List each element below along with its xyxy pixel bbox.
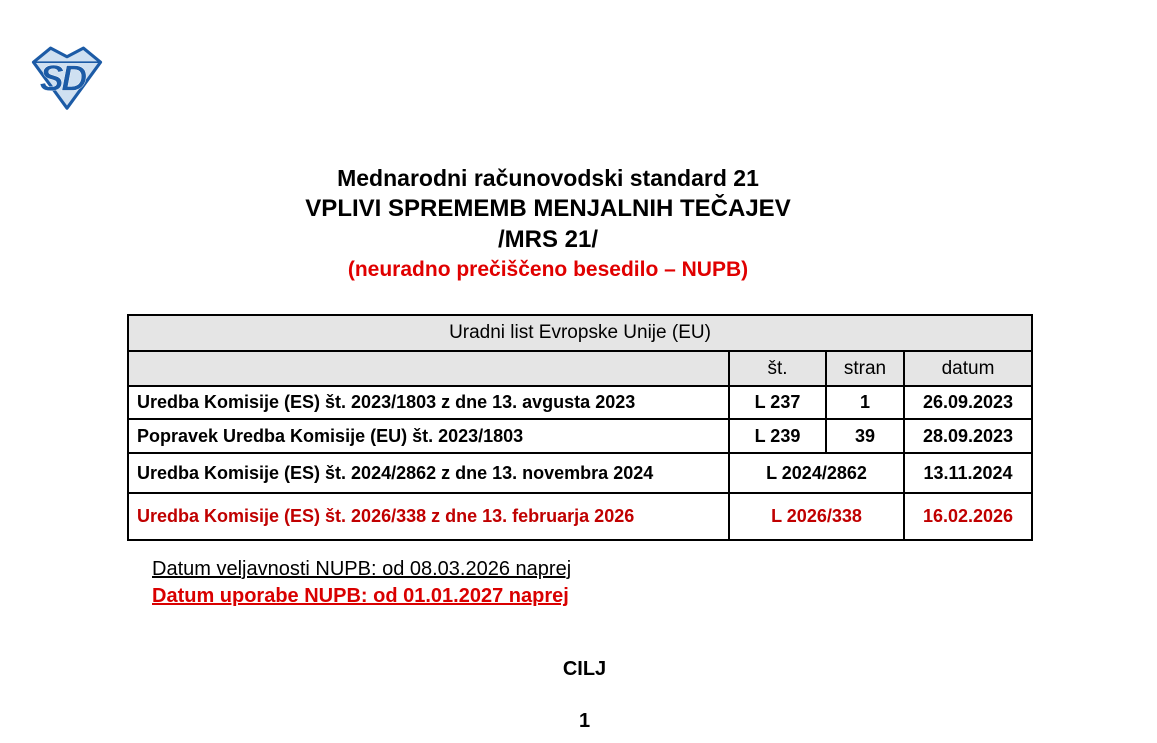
official-journal-table xyxy=(127,314,1033,541)
column-header-datum: datum xyxy=(904,351,1032,386)
table-caption: Uradni list Evropske Unije (EU) xyxy=(128,315,1032,351)
table-row xyxy=(128,386,1032,419)
validity-date-note: Datum veljavnosti NUPB: od 08.03.2026 naprej xyxy=(152,558,572,580)
document-title-line1: Mednarodni računovodski standard 21 xyxy=(337,165,759,191)
page-number: 1 xyxy=(578,710,591,732)
regulation-label: Uredba Komisije (ES) št. 2023/1803 z dne 13. avgusta 2023 xyxy=(128,386,729,419)
regulation-date: 16.02.2026 xyxy=(904,493,1032,540)
regulation-page: 1 xyxy=(826,386,904,419)
regulation-label: Popravek Uredba Komisije (EU) št. 2023/1803 xyxy=(128,419,729,453)
column-header-st: št. xyxy=(729,351,826,386)
section-heading: CILJ xyxy=(562,658,607,680)
table-header-row xyxy=(128,351,1032,386)
application-date-note: Datum uporabe NUPB: od 01.01.2027 naprej xyxy=(152,585,569,607)
sd-logo xyxy=(28,42,106,112)
regulation-date: 28.09.2023 xyxy=(904,419,1032,453)
logo-letters: SD xyxy=(39,58,85,99)
table-row xyxy=(128,419,1032,453)
sd-logo-graphic xyxy=(28,42,106,112)
regulation-number: L 239 xyxy=(729,419,826,453)
document-subtitle: (neuradno prečiščeno besedilo – NUPB) xyxy=(347,258,749,281)
regulation-label: Uredba Komisije (ES) št. 2024/2862 z dne 13. novembra 2024 xyxy=(128,453,729,493)
regulation-date: 13.11.2024 xyxy=(904,453,1032,493)
column-header-empty xyxy=(128,351,729,386)
regulation-reference: L 2026/338 xyxy=(729,493,904,540)
date-notes xyxy=(152,556,571,610)
regulation-reference: L 2024/2862 xyxy=(729,453,904,493)
regulation-page: 39 xyxy=(826,419,904,453)
title-block xyxy=(0,163,1096,285)
table-row-highlighted xyxy=(128,493,1032,540)
regulation-date: 26.09.2023 xyxy=(904,386,1032,419)
table-caption-row xyxy=(128,315,1032,351)
regulation-number: L 237 xyxy=(729,386,826,419)
column-header-stran: stran xyxy=(826,351,904,386)
table-row xyxy=(128,453,1032,493)
regulation-label: Uredba Komisije (ES) št. 2026/338 z dne 13. februarja 2026 xyxy=(128,493,729,540)
document-title-line2: VPLIVI SPREMEMB MENJALNIH TEČAJEV xyxy=(305,195,791,222)
document-title-line3: /MRS 21/ xyxy=(497,226,599,253)
